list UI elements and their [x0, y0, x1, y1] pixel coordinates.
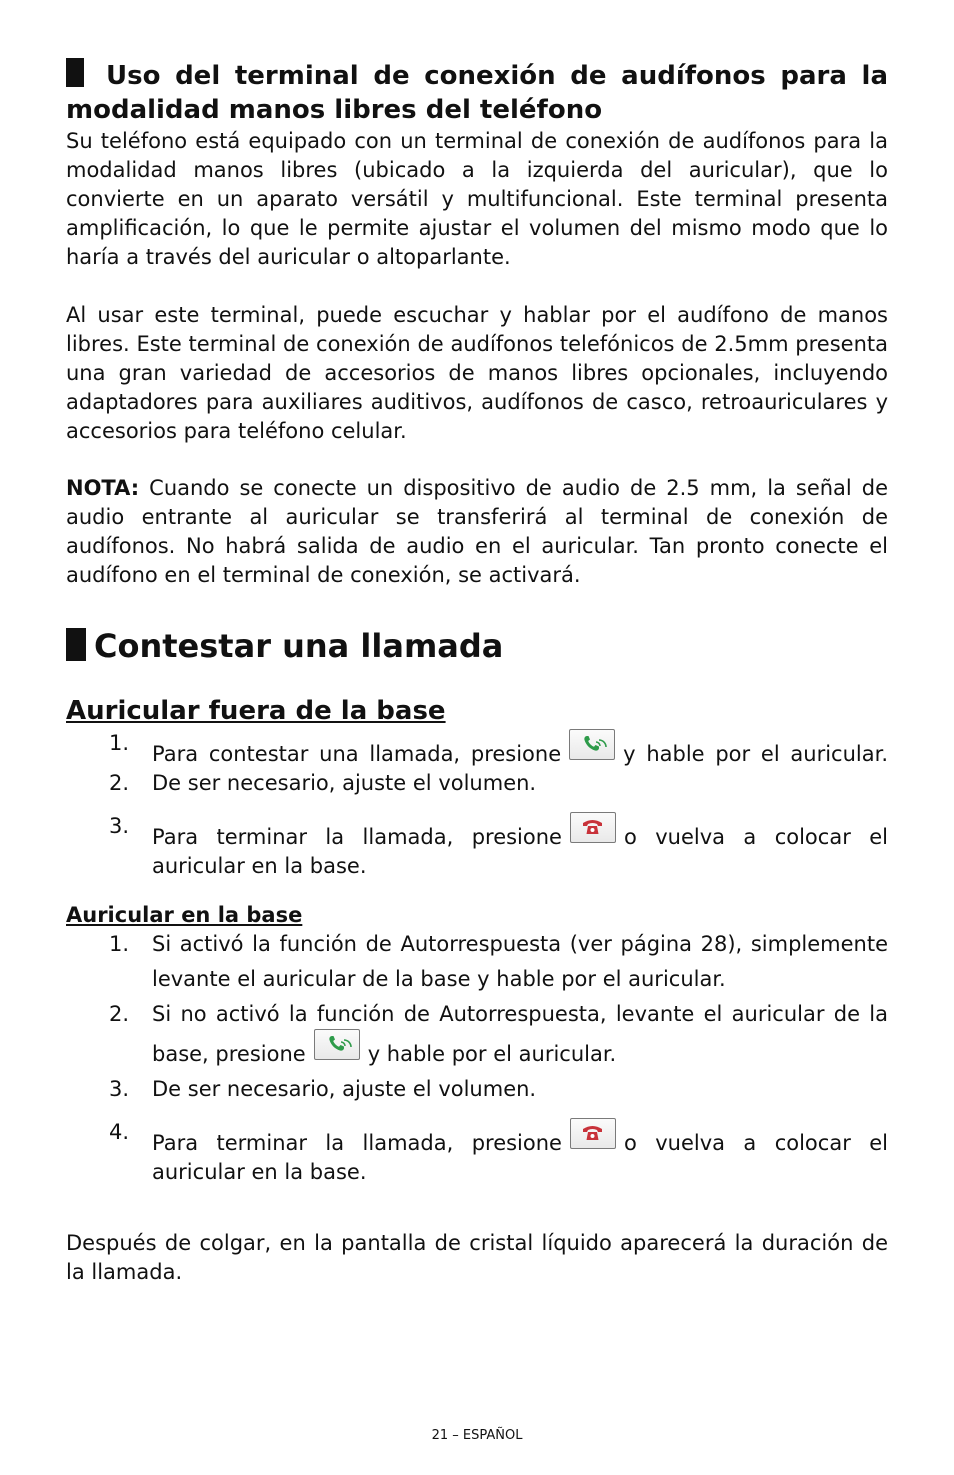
section-heading-headset-jack: Uso del terminal de conexión de audífonos para la modalidad manos libres del teléfono	[66, 58, 888, 127]
phone-end-icon	[570, 1118, 616, 1149]
paragraph-note	[66, 474, 888, 590]
page-footer: 21 – ESPAÑOL	[431, 1428, 523, 1443]
list-item: 2. Si no activó la función de Autorrespuesta, levante el auricular de la base, presione y hable por el auricular.	[109, 1002, 888, 1066]
subheading-off-base: Auricular fuera de la base	[66, 696, 446, 726]
note-text: Cuando se conecte un dispositivo de audio de 2.5 mm, la señal de audio entrante al auricular se transferirá al terminal de conexión de audífonos. No habrá salida de audio en el auricular. Tan pronto conecte el audífono en el terminal de conexión, se activará.	[66, 476, 888, 587]
paragraph-call-duration: Después de colgar, en la pantalla de cristal líquido aparecerá la duración de la llamada.	[66, 1231, 888, 1284]
list-item: 1. Si activó la función de Autorrespuesta (ver página 28), simplemente levante el auricular de la base y hable por el auricular.	[109, 932, 888, 991]
subheading-on-base: Auricular en la base	[66, 903, 303, 927]
list-off-base	[66, 729, 888, 881]
paragraph-headset-usage: Al usar este terminal, puede escuchar y hablar por el audífono de manos libres. Este terminal de conexión de audífonos telefónicos de 2.5mm presenta una gran variedad de accesorios de manos libres opcionales, incluyendo adaptadores para auxiliares auditivos, audífonos de casco, retroauriculares y accesorios para teléfono celular.	[66, 303, 888, 443]
phone-talk-icon	[314, 1029, 360, 1060]
heading-bar-icon	[66, 58, 84, 87]
phone-end-icon	[570, 812, 616, 843]
manual-page	[66, 58, 888, 1287]
list-on-base	[66, 930, 888, 1187]
list-item: 1. Para contestar una llamada, presione y hable por el auricular.	[109, 731, 888, 766]
list-item: 3. De ser necesario, ajuste el volumen.	[109, 1077, 537, 1101]
heading-bar-icon	[66, 628, 86, 661]
note-label: NOTA:	[66, 476, 140, 500]
list-item: 2. De ser necesario, ajuste el volumen.	[109, 771, 537, 795]
section-heading-answer-call: Contestar una llamada	[66, 626, 888, 666]
paragraph-headset-intro: Su teléfono está equipado con un terminal de conexión de audífonos para la modalidad manos libres (ubicado a la izquierda del auricular), que lo convierte en un aparato versátil y multifuncional. Este terminal presenta amplificación, lo que le permite ajustar el volumen del mismo modo que lo haría a través del auricular o altoparlante.	[66, 129, 888, 269]
phone-talk-icon	[569, 729, 615, 760]
list-item: 3. Para terminar la llamada, presione o vuelva a colocar el auricular en la base.	[109, 814, 888, 878]
list-item: 4. Para terminar la llamada, presione o vuelva a colocar el auricular en la base.	[109, 1120, 888, 1184]
